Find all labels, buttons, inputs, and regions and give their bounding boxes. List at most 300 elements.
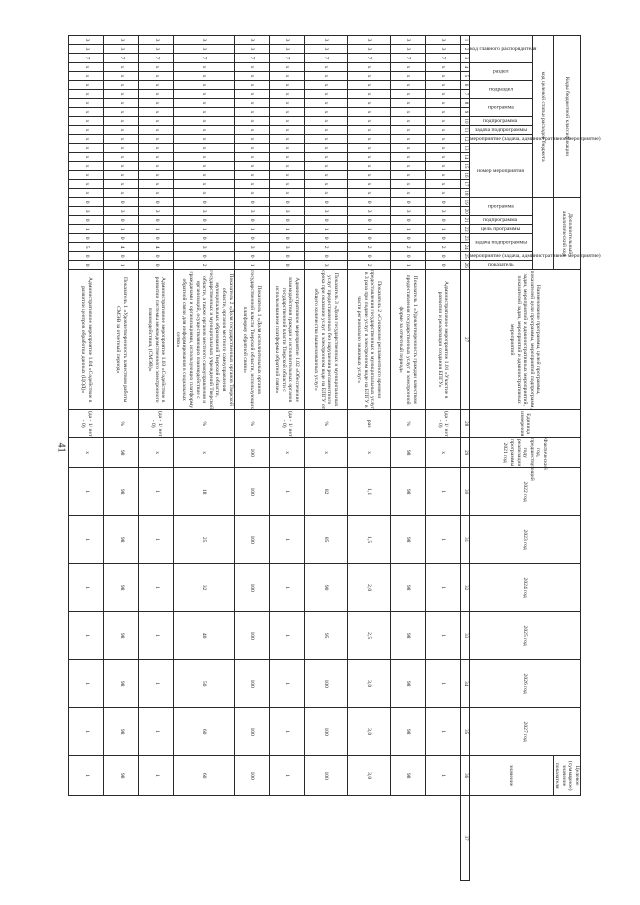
column-index: 7 xyxy=(460,90,469,99)
year-value-cell: 1 xyxy=(69,660,104,708)
code-cell: х xyxy=(425,81,460,90)
code-cell: 4 xyxy=(139,243,174,252)
code-cell: х xyxy=(104,153,139,162)
code-cell: 1 xyxy=(347,225,390,234)
code-cell: 5 xyxy=(69,243,104,252)
code-cell: х xyxy=(139,162,174,171)
code-cell: 3 xyxy=(139,36,174,45)
code-cell: х xyxy=(69,126,104,135)
code-cell: х xyxy=(234,126,269,135)
code-cell: х xyxy=(69,99,104,108)
code-cell: х xyxy=(425,99,460,108)
year-value-cell: 1 xyxy=(269,708,304,756)
code-cell: 0 xyxy=(234,252,269,261)
code-cell: х xyxy=(347,126,390,135)
year-value-cell: 18 xyxy=(174,468,234,516)
header-year: 2022 год xyxy=(469,468,580,516)
year-value-cell: 100 xyxy=(304,660,347,708)
code-cell: х xyxy=(390,189,425,198)
code-cell: х xyxy=(234,72,269,81)
code-cell: х xyxy=(269,108,304,117)
header-name: Наименование программы, целей программы, показателей цели программы, мероприятий подпрограмм, задач, мероприятий и административных мероприятий, показателей задач, мероприятий и административных мероприятий xyxy=(469,270,580,410)
code-cell: 3 xyxy=(104,36,139,45)
column-index-row xyxy=(460,36,469,881)
code-cell: 0 xyxy=(304,234,347,243)
code-cell: 3 xyxy=(390,45,425,54)
code-cell: х xyxy=(174,135,234,144)
code-cell: 0 xyxy=(139,261,174,270)
code-cell: х xyxy=(104,162,139,171)
code-cell: х xyxy=(347,117,390,126)
year-value-cell: 40 xyxy=(174,612,234,660)
page-number: 41 xyxy=(55,442,67,453)
code-cell: х xyxy=(347,81,390,90)
year-value-cell: 1 xyxy=(139,516,174,564)
header-kbk-col: мероприятие (задача, административное мероприятие) xyxy=(469,135,601,142)
code-cell: 0 xyxy=(269,261,304,270)
header-extra-col: мероприятие (задача, административное мероприятие) xyxy=(469,252,601,259)
indicator-name: Показатель 3 «Доля государственных и муниципальных услуг предоставленных без нарушения регламентного срока при оказании услуг в электронном виде на ЕПГУ от общего количества вышеназванных услуг» xyxy=(304,270,347,410)
code-cell: х xyxy=(139,135,174,144)
target-cell: 100 xyxy=(304,756,347,796)
code-cell: х xyxy=(69,81,104,90)
code-cell: 0 xyxy=(174,234,234,243)
indicator-name: Административное мероприятие 1.03 «Содействие в развитии системы межведомственного электронного взаимодействия, (СМЭВ)» xyxy=(139,270,174,410)
code-cell: 0 xyxy=(69,234,104,243)
header-kbk-col: задача подпрограммы xyxy=(469,126,532,135)
table-row xyxy=(304,36,347,881)
table-row xyxy=(104,36,139,881)
column-index: 8 xyxy=(460,99,469,108)
code-cell: 0 xyxy=(390,216,425,225)
code-cell: 3 xyxy=(347,45,390,54)
code-cell: 0 xyxy=(234,234,269,243)
code-cell: х xyxy=(69,135,104,144)
year-value-cell: 100 xyxy=(234,612,269,660)
code-cell: х xyxy=(174,180,234,189)
code-cell: х xyxy=(304,126,347,135)
code-cell: х xyxy=(425,63,460,72)
code-cell: х xyxy=(104,72,139,81)
code-cell: 3 xyxy=(69,207,104,216)
year-value-cell: 98 xyxy=(104,708,139,756)
code-cell: 2 xyxy=(347,243,390,252)
code-cell: х xyxy=(104,81,139,90)
header-year: 2026 год xyxy=(469,660,580,708)
code-cell: 7 xyxy=(174,54,234,63)
code-cell: х xyxy=(174,144,234,153)
column-index: 31 xyxy=(460,516,469,564)
table-row xyxy=(139,36,174,881)
column-index: 21 xyxy=(460,216,469,225)
code-cell: х xyxy=(304,63,347,72)
code-cell: 3 xyxy=(104,207,139,216)
year-value-cell: 98 xyxy=(104,468,139,516)
column-index: 17 xyxy=(460,180,469,189)
code-cell: х xyxy=(390,153,425,162)
code-cell: 3 xyxy=(425,45,460,54)
column-index: 14 xyxy=(460,153,469,162)
unit-cell: (да - 1/ нет - 0) xyxy=(139,410,174,438)
year-value-cell: 98 xyxy=(104,516,139,564)
year-value-cell: 1 xyxy=(139,660,174,708)
code-cell: х xyxy=(104,63,139,72)
code-cell: х xyxy=(174,63,234,72)
code-cell: х xyxy=(139,171,174,180)
year-value-cell: 98 xyxy=(104,612,139,660)
header-target-sub: значение xyxy=(469,756,553,796)
code-cell: 0 xyxy=(304,216,347,225)
header-fact: Фактический год, предшествующий году реализации программы 2021 год xyxy=(469,438,580,468)
code-cell: 3 xyxy=(304,45,347,54)
unit-cell: (да - 1/ нет - 0) xyxy=(269,410,304,438)
code-cell: х xyxy=(425,171,460,180)
fact-cell: 100 xyxy=(234,438,269,468)
code-cell: х xyxy=(234,180,269,189)
code-cell: х xyxy=(269,90,304,99)
code-cell: 3 xyxy=(139,207,174,216)
year-value-cell: 3,0 xyxy=(347,660,390,708)
code-cell: 0 xyxy=(69,216,104,225)
year-value-cell: 1 xyxy=(269,612,304,660)
header-kbk-col: раздел xyxy=(469,63,532,81)
code-cell: 1 xyxy=(69,225,104,234)
fact-cell: х xyxy=(304,438,347,468)
year-value-cell: 1 xyxy=(69,468,104,516)
code-cell: х xyxy=(69,189,104,198)
code-cell: х xyxy=(234,99,269,108)
header-extra-col: показатель xyxy=(469,261,532,270)
code-cell: х xyxy=(269,72,304,81)
code-cell: х xyxy=(104,171,139,180)
code-cell: х xyxy=(347,153,390,162)
code-cell: х xyxy=(347,108,390,117)
header-kbk-col: программа xyxy=(469,99,532,117)
code-cell: 0 xyxy=(174,198,234,207)
year-value-cell: 25 xyxy=(174,516,234,564)
code-cell: х xyxy=(390,126,425,135)
code-cell: 3 xyxy=(174,207,234,216)
code-cell: х xyxy=(69,90,104,99)
code-cell: х xyxy=(304,108,347,117)
code-cell: 2 xyxy=(390,243,425,252)
fact-cell: х xyxy=(425,438,460,468)
code-cell: 0 xyxy=(304,198,347,207)
table-row xyxy=(269,36,304,881)
code-cell: х xyxy=(139,144,174,153)
year-value-cell: 98 xyxy=(104,564,139,612)
code-cell: х xyxy=(174,171,234,180)
code-cell: х xyxy=(69,180,104,189)
code-cell: х xyxy=(425,126,460,135)
code-cell: 3 xyxy=(174,45,234,54)
code-cell: х xyxy=(390,99,425,108)
code-cell: 0 xyxy=(347,234,390,243)
code-cell: х xyxy=(174,108,234,117)
code-cell: х xyxy=(304,144,347,153)
year-value-cell: 1 xyxy=(269,516,304,564)
code-cell: х xyxy=(104,126,139,135)
year-value-cell: 1 xyxy=(139,612,174,660)
header-kbk: код целевой статьи расходов бюджета xyxy=(532,36,553,198)
code-cell: х xyxy=(425,180,460,189)
code-cell: х xyxy=(304,162,347,171)
year-value-cell: 1 xyxy=(139,468,174,516)
code-cell: 3 xyxy=(174,36,234,45)
code-cell: х xyxy=(304,189,347,198)
year-value-cell: 1 xyxy=(139,564,174,612)
code-cell: х xyxy=(174,72,234,81)
header-year: 2025 год xyxy=(469,612,580,660)
code-cell: х xyxy=(390,162,425,171)
header-kbk-col: подраздел xyxy=(469,81,532,99)
code-cell: х xyxy=(104,135,139,144)
header-budget-codes: Коды бюджетной классификации xyxy=(553,36,580,198)
code-cell: 0 xyxy=(69,261,104,270)
column-index: 36 xyxy=(460,756,469,796)
unit-cell: раз xyxy=(347,410,390,438)
code-cell: 1 xyxy=(425,225,460,234)
code-cell: х xyxy=(425,117,460,126)
year-value-cell: 90 xyxy=(304,564,347,612)
code-cell: х xyxy=(234,171,269,180)
column-index: 22 xyxy=(460,225,469,234)
code-cell: х xyxy=(174,153,234,162)
column-index: 16 xyxy=(460,171,469,180)
header-unit: Единица измерения xyxy=(469,410,580,438)
code-cell: 0 xyxy=(269,234,304,243)
fact-cell: х xyxy=(269,438,304,468)
target-cell: 98 xyxy=(104,756,139,796)
code-cell: 7 xyxy=(234,54,269,63)
year-value-cell: 60 xyxy=(174,708,234,756)
indicator-name: Показатель 1 «Доля исполнительных органов государственной власти Тверской области, использующих платформу обратной связи» xyxy=(234,270,269,410)
code-cell: 1 xyxy=(304,225,347,234)
column-index: 25 xyxy=(460,252,469,261)
code-cell: х xyxy=(234,90,269,99)
year-value-cell: 1 xyxy=(269,468,304,516)
column-index: 5 xyxy=(460,72,469,81)
code-cell: 1 xyxy=(390,225,425,234)
code-cell: 3 xyxy=(269,243,304,252)
year-value-cell: 98 xyxy=(390,468,425,516)
code-cell: 0 xyxy=(174,252,234,261)
year-value-cell: 1 xyxy=(69,516,104,564)
fact-cell: х xyxy=(174,438,234,468)
code-cell: х xyxy=(69,162,104,171)
code-cell: 0 xyxy=(139,234,174,243)
year-value-cell: 1 xyxy=(69,708,104,756)
code-cell: х xyxy=(104,90,139,99)
code-cell: 3 xyxy=(139,45,174,54)
target-cell: 98 xyxy=(390,756,425,796)
year-value-cell: 1 xyxy=(139,708,174,756)
code-cell: 3 xyxy=(269,207,304,216)
code-cell: х xyxy=(347,171,390,180)
code-cell: х xyxy=(104,180,139,189)
indicator-name: Показатель 2 «Доля государственных органов Тверской области, органов местного самоуправления муниципальных образований Тверской области, государственных и муниципальных учреждений Тверской области, а также органов местного самоуправления и организаций, осуществляющих взаимодействие с гражданами и организациями, использующих платформу обратной связи для информирования в социальных сетях» xyxy=(174,270,234,410)
table-row xyxy=(390,36,425,881)
year-value-cell: 1 xyxy=(425,612,460,660)
code-cell: 3 xyxy=(269,36,304,45)
column-index: 10 xyxy=(460,117,469,126)
code-cell: х xyxy=(69,153,104,162)
code-cell: 7 xyxy=(139,54,174,63)
column-index: 29 xyxy=(460,438,469,468)
year-value-cell: 1 xyxy=(425,468,460,516)
code-cell: 1 xyxy=(139,225,174,234)
code-cell: 3 xyxy=(234,207,269,216)
code-cell: х xyxy=(425,108,460,117)
column-index: 30 xyxy=(460,468,469,516)
code-cell: х xyxy=(234,162,269,171)
year-value-cell: 82 xyxy=(304,468,347,516)
code-cell: 0 xyxy=(69,252,104,261)
code-cell: х xyxy=(269,81,304,90)
header-target: Целевое (суммарное) значение показателя xyxy=(553,756,580,796)
code-cell: х xyxy=(304,153,347,162)
table-row xyxy=(174,36,234,881)
code-cell: 3 xyxy=(425,207,460,216)
code-cell: 3 xyxy=(104,45,139,54)
year-value-cell: 1 xyxy=(69,612,104,660)
code-cell: 1 xyxy=(269,225,304,234)
code-cell: х xyxy=(425,72,460,81)
code-cell: 0 xyxy=(425,216,460,225)
year-value-cell: 1 xyxy=(269,660,304,708)
column-index: 35 xyxy=(460,708,469,756)
code-cell: х xyxy=(347,135,390,144)
year-value-cell: 1 xyxy=(425,708,460,756)
column-index: 28 xyxy=(460,410,469,438)
fact-cell: х xyxy=(69,438,104,468)
code-cell: х xyxy=(139,189,174,198)
fact-cell: 98 xyxy=(104,438,139,468)
year-value-cell: 100 xyxy=(234,516,269,564)
code-cell: х xyxy=(269,99,304,108)
unit-cell: % xyxy=(390,410,425,438)
code-cell: х xyxy=(234,135,269,144)
code-cell: х xyxy=(269,63,304,72)
column-index: 37 xyxy=(460,796,469,881)
code-cell: х xyxy=(425,189,460,198)
year-value-cell: 98 xyxy=(390,660,425,708)
table-row xyxy=(234,36,269,881)
code-cell: х xyxy=(269,117,304,126)
code-cell: х xyxy=(174,189,234,198)
code-cell: х xyxy=(234,117,269,126)
code-cell: 0 xyxy=(390,198,425,207)
code-cell: х xyxy=(269,126,304,135)
code-cell: 3 xyxy=(69,45,104,54)
code-cell: х xyxy=(234,63,269,72)
code-cell: х xyxy=(174,117,234,126)
unit-cell: % xyxy=(174,410,234,438)
indicator-name: Показатель 1 «Удовлетворенность качеством работы СМЭВ за отчетный период» xyxy=(104,270,139,410)
code-cell: х xyxy=(139,99,174,108)
code-cell: 0 xyxy=(174,216,234,225)
code-cell: 7 xyxy=(304,54,347,63)
code-cell: х xyxy=(304,117,347,126)
code-cell: 7 xyxy=(390,54,425,63)
code-cell: х xyxy=(390,72,425,81)
code-cell: х xyxy=(269,135,304,144)
indicator-name: Показатель 2 «Снижение регламентного времени предоставления государственных и муниципальных услуг в 3 раза при подаче услуг в электронном виде на ЕПГУ в части регионально значимых услуг» xyxy=(347,270,390,410)
header-extra-col: цель программы xyxy=(469,225,532,234)
year-value-cell: 1 xyxy=(425,516,460,564)
code-cell: 7 xyxy=(104,54,139,63)
indicator-name: Административное мероприятие 1.01 «Участие в развитии и реализации создания ЕПГУ» xyxy=(425,270,460,410)
code-cell: х xyxy=(304,180,347,189)
year-value-cell: 98 xyxy=(390,564,425,612)
code-cell: 0 xyxy=(425,234,460,243)
code-cell: 0 xyxy=(234,198,269,207)
column-index: 24 xyxy=(460,243,469,252)
code-cell: х xyxy=(174,90,234,99)
column-index: 15 xyxy=(460,162,469,171)
code-cell: х xyxy=(69,108,104,117)
code-cell: 1 xyxy=(104,261,139,270)
code-cell: х xyxy=(269,171,304,180)
code-cell: х xyxy=(425,90,460,99)
column-index: 18 xyxy=(460,189,469,198)
header-extra-col: программа xyxy=(469,198,532,216)
code-cell: х xyxy=(234,189,269,198)
fact-cell: х xyxy=(347,438,390,468)
indicator-name: Административное мероприятие 1.02 «Обеспечение взаимодействия граждан и исполнительных органов государственной власти Тверской области с использованием платформы обратной связи» xyxy=(269,270,304,410)
code-cell: 0 xyxy=(304,252,347,261)
code-cell: 0 xyxy=(269,198,304,207)
code-cell: х xyxy=(390,63,425,72)
code-cell: 3 xyxy=(304,261,347,270)
column-index: 6 xyxy=(460,81,469,90)
code-cell: х xyxy=(347,189,390,198)
code-cell: х xyxy=(304,72,347,81)
column-index: 11 xyxy=(460,126,469,135)
header-extra-codes: Дополнительный аналитический код xyxy=(553,198,580,270)
year-value-cell: 50 xyxy=(174,660,234,708)
year-value-cell: 3,0 xyxy=(347,708,390,756)
code-cell: 2 xyxy=(174,261,234,270)
table-row xyxy=(347,36,390,881)
code-cell: 0 xyxy=(104,252,139,261)
column-index: 20 xyxy=(460,207,469,216)
code-cell: 3 xyxy=(347,36,390,45)
code-cell: х xyxy=(425,144,460,153)
header-year: 2027 год xyxy=(469,708,580,756)
code-cell: х xyxy=(347,99,390,108)
code-cell: х xyxy=(139,90,174,99)
code-cell: 0 xyxy=(425,261,460,270)
code-cell: х xyxy=(304,90,347,99)
code-cell: х xyxy=(139,108,174,117)
code-cell: х xyxy=(104,144,139,153)
target-cell: 1 xyxy=(425,756,460,796)
year-value-cell: 100 xyxy=(234,564,269,612)
code-cell: х xyxy=(234,108,269,117)
header-row-1 xyxy=(553,36,580,881)
code-cell: х xyxy=(104,108,139,117)
code-cell: х xyxy=(425,135,460,144)
year-value-cell: 1 xyxy=(69,564,104,612)
year-value-cell: 100 xyxy=(304,708,347,756)
unit-cell: (да - 1/ нет - 0) xyxy=(425,410,460,438)
year-value-cell: 98 xyxy=(104,660,139,708)
code-cell: х xyxy=(390,144,425,153)
year-value-cell: 1 xyxy=(425,564,460,612)
unit-cell: % xyxy=(104,410,139,438)
code-cell: х xyxy=(390,180,425,189)
